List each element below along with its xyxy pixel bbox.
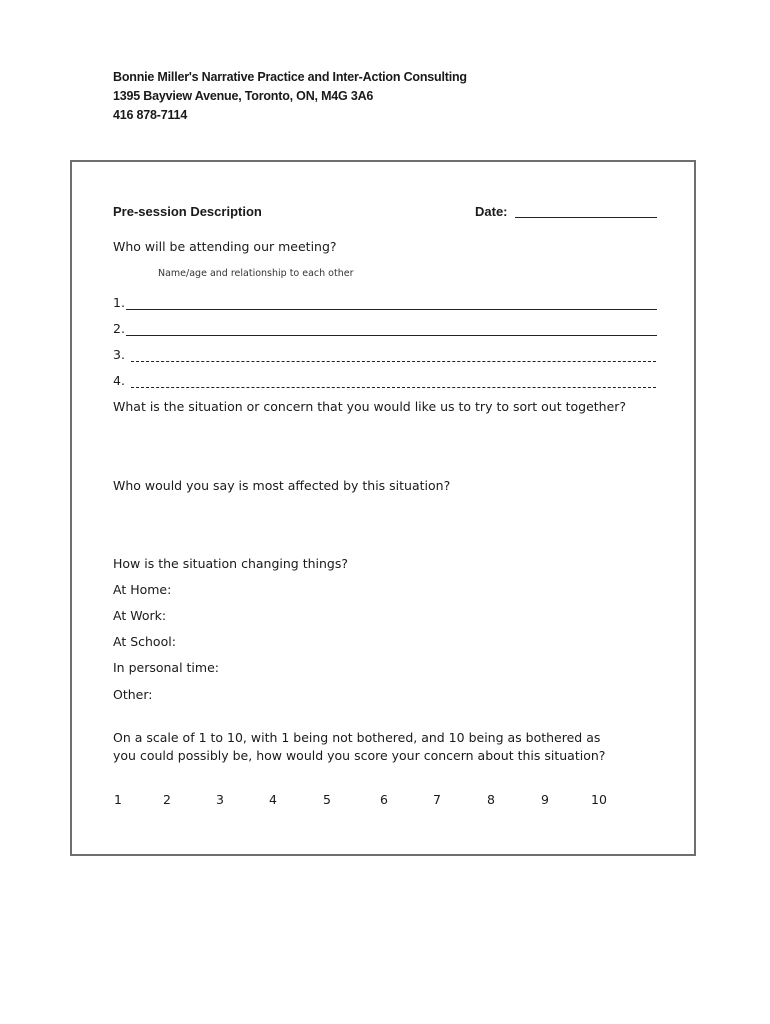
area-work: At Work: [113,608,167,623]
org-name: Bonnie Miller's Narrative Practice and Inter-Action Consulting [113,70,467,84]
date-label: Date: [475,204,508,219]
scale-option-4[interactable]: 4 [269,792,277,807]
scale-option-7[interactable]: 7 [433,792,441,807]
form-title: Pre-session Description [113,204,262,219]
question-situation: What is the situation or concern that you would like us to try to sort out together? [113,399,627,414]
attending-hint: Name/age and relationship to each other [158,268,354,279]
scale-option-8[interactable]: 8 [487,792,495,807]
date-field[interactable] [515,217,657,218]
scale-option-1[interactable]: 1 [114,792,122,807]
attendee-number-3: 3. [113,347,125,362]
scale-question-line-2: you could possibly be, how would you score your concern about this situation? [113,748,606,763]
area-school: At School: [113,634,176,649]
attendee-field-2[interactable] [126,335,657,336]
area-personal-time: In personal time: [113,660,219,675]
scale-option-3[interactable]: 3 [216,792,224,807]
scale-option-5[interactable]: 5 [323,792,331,807]
scale-option-6[interactable]: 6 [380,792,388,807]
area-other: Other: [113,687,153,702]
scale-option-2[interactable]: 2 [163,792,171,807]
attendee-number-4: 4. [113,373,125,388]
question-affected: Who would you say is most affected by this situation? [113,478,451,493]
attendee-field-1[interactable] [126,309,657,310]
org-address: 1395 Bayview Avenue, Toronto, ON, M4G 3A6 [113,89,374,103]
question-changing: How is the situation changing things? [113,556,348,571]
area-home: At Home: [113,582,172,597]
attendee-number-2: 2. [113,321,125,336]
scale-question-line-1: On a scale of 1 to 10, with 1 being not bothered, and 10 being as bothered as [113,730,601,745]
scale-option-10[interactable]: 10 [591,792,607,807]
scale-option-9[interactable]: 9 [541,792,549,807]
letterhead [113,68,467,125]
question-attending: Who will be attending our meeting? [113,239,337,254]
attendee-field-4[interactable] [131,387,656,388]
attendee-number-1: 1. [113,295,125,310]
org-phone: 416 878-7114 [113,108,188,122]
attendee-field-3[interactable] [131,361,656,362]
